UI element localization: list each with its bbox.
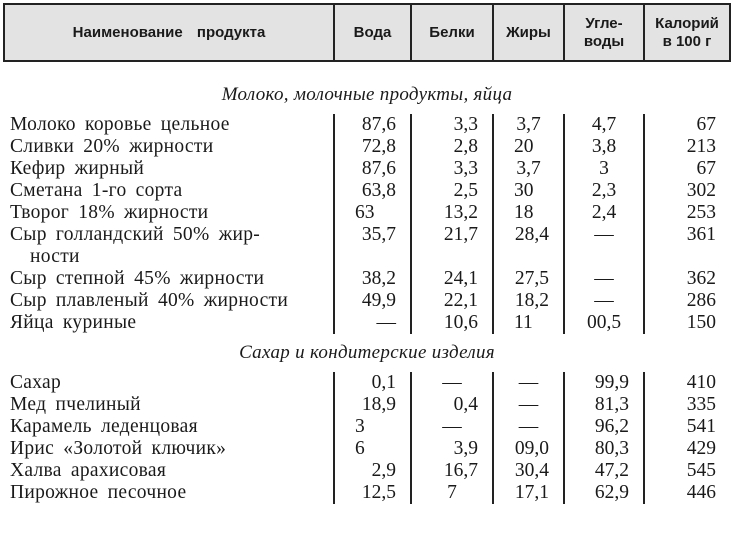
fat-value: 3,7	[493, 114, 564, 136]
water-value: 87,6	[334, 114, 411, 136]
table-row	[4, 394, 730, 416]
water-value: —	[334, 312, 411, 334]
product-name: Сыр степной 45% жирности	[4, 268, 334, 290]
header-calories-line2: в 100 г	[662, 32, 712, 50]
table-row	[4, 482, 730, 504]
calories-value: 253	[686, 202, 716, 223]
calories-value: 446	[686, 482, 716, 503]
header-calories	[644, 4, 730, 61]
header-water: Вода	[334, 4, 411, 61]
calories-value: 286	[686, 290, 716, 311]
section-title: Молоко, молочные продукты, яйца	[221, 84, 513, 105]
fat-value: 18	[493, 202, 564, 224]
carbs-value: 3,8	[564, 136, 644, 158]
calories-value: 545	[686, 460, 716, 481]
product-name: Творог 18% жирности	[4, 202, 334, 224]
carbs-value: 47,2	[564, 460, 644, 482]
protein-value: 24,1	[411, 268, 493, 290]
water-value: 63	[334, 202, 411, 224]
water-value: 87,6	[334, 158, 411, 180]
product-name: Ирис «Золотой ключик»	[4, 438, 334, 460]
calories-value: 410	[686, 372, 716, 393]
calories-value: 302	[686, 180, 716, 201]
carbs-value: 81,3	[564, 394, 644, 416]
carbs-value: 62,9	[564, 482, 644, 504]
water-value: 3	[334, 416, 411, 438]
section-title: Сахар и кондитерские изделия	[239, 342, 495, 363]
fat-value: 20	[493, 136, 564, 158]
carbs-value: 4,7	[564, 114, 644, 136]
product-name: Молоко коровье цельное	[4, 114, 334, 136]
carbs-value: 99,9	[564, 372, 644, 394]
protein-value: 3,3	[411, 114, 493, 136]
protein-value: —	[411, 416, 493, 438]
product-name: Халва арахисовая	[4, 460, 334, 482]
nutrition-table	[3, 3, 731, 504]
header-carbs	[564, 4, 644, 61]
table-row	[4, 114, 730, 136]
calories-value: 213	[686, 136, 716, 157]
calories-value: 67	[696, 114, 716, 135]
fat-value: 17,1	[493, 482, 564, 504]
protein-value: 16,7	[411, 460, 493, 482]
table-row	[4, 372, 730, 394]
water-value: 12,5	[334, 482, 411, 504]
water-value: 72,8	[334, 136, 411, 158]
carbs-value: —	[564, 290, 644, 312]
product-name-line2: ности	[30, 246, 80, 267]
fat-value: 30	[493, 180, 564, 202]
protein-value: 13,2	[411, 202, 493, 224]
calories-value: 335	[686, 394, 716, 415]
water-value: 49,9	[334, 290, 411, 312]
table-row	[4, 438, 730, 460]
table-row	[4, 202, 730, 224]
protein-value: 22,1	[411, 290, 493, 312]
table-row	[4, 268, 730, 290]
fat-value: 30,4	[493, 460, 564, 482]
carbs-value: 3	[564, 158, 644, 180]
fat-value: 3,7	[493, 158, 564, 180]
header-fat: Жиры	[493, 4, 564, 61]
calories-value: 429	[686, 438, 716, 459]
product-name: Пирожное песочное	[4, 482, 334, 504]
water-value: 18,9	[334, 394, 411, 416]
protein-value: 2,5	[411, 180, 493, 202]
protein-value: 2,8	[411, 136, 493, 158]
product-name: Карамель леденцовая	[4, 416, 334, 438]
carbs-value: 80,3	[564, 438, 644, 460]
protein-value: 0,4	[411, 394, 493, 416]
carbs-value: 2,4	[564, 202, 644, 224]
header-protein: Белки	[411, 4, 493, 61]
carbs-value: 00,5	[564, 312, 644, 334]
product-name	[4, 224, 334, 268]
carbs-value: 96,2	[564, 416, 644, 438]
protein-value: —	[411, 372, 493, 394]
table-row	[4, 136, 730, 158]
protein-value: 3,3	[411, 158, 493, 180]
protein-value: 3,9	[411, 438, 493, 460]
protein-value: 7	[411, 482, 493, 504]
fat-value: —	[493, 394, 564, 416]
header-carbs-line1: Угле-	[585, 14, 623, 32]
fat-value: 09,0	[493, 438, 564, 460]
fat-value: 28,4	[493, 224, 564, 268]
carbs-value: —	[564, 268, 644, 290]
product-name-line1: Сыр голландский 50% жир-	[10, 224, 261, 245]
fat-value: —	[493, 416, 564, 438]
carbs-value: 2,3	[564, 180, 644, 202]
table-row	[4, 224, 730, 268]
section-header	[4, 61, 730, 114]
product-name: Сметана 1-го сорта	[4, 180, 334, 202]
section-header	[4, 334, 730, 372]
fat-value: 18,2	[493, 290, 564, 312]
table-row	[4, 416, 730, 438]
calories-value: 362	[686, 268, 716, 289]
fat-value: 11	[493, 312, 564, 334]
fat-value: 27,5	[493, 268, 564, 290]
calories-value: 541	[686, 416, 716, 437]
carbs-value: —	[564, 224, 644, 268]
product-name: Сливки 20% жирности	[4, 136, 334, 158]
product-name: Яйца куриные	[4, 312, 334, 334]
calories-value: 361	[686, 224, 716, 245]
header-name: Наименование продукта	[4, 4, 334, 61]
header-carbs-line2: воды	[583, 32, 625, 50]
protein-value: 21,7	[411, 224, 493, 268]
table-header	[4, 4, 730, 61]
protein-value: 10,6	[411, 312, 493, 334]
product-name: Сыр плавленый 40% жирности	[4, 290, 334, 312]
fat-value: —	[493, 372, 564, 394]
table-row	[4, 158, 730, 180]
water-value: 2,9	[334, 460, 411, 482]
table-row	[4, 460, 730, 482]
water-value: 6	[334, 438, 411, 460]
product-name: Сахар	[4, 372, 334, 394]
product-name: Мед пчелиный	[4, 394, 334, 416]
header-calories-line1: Калорий	[655, 14, 719, 32]
water-value: 38,2	[334, 268, 411, 290]
table-row	[4, 312, 730, 334]
calories-value: 150	[686, 312, 716, 333]
calories-value: 67	[696, 158, 716, 179]
table-row	[4, 290, 730, 312]
table-row	[4, 180, 730, 202]
product-name: Кефир жирный	[4, 158, 334, 180]
water-value: 35,7	[334, 224, 411, 268]
water-value: 0,1	[334, 372, 411, 394]
water-value: 63,8	[334, 180, 411, 202]
